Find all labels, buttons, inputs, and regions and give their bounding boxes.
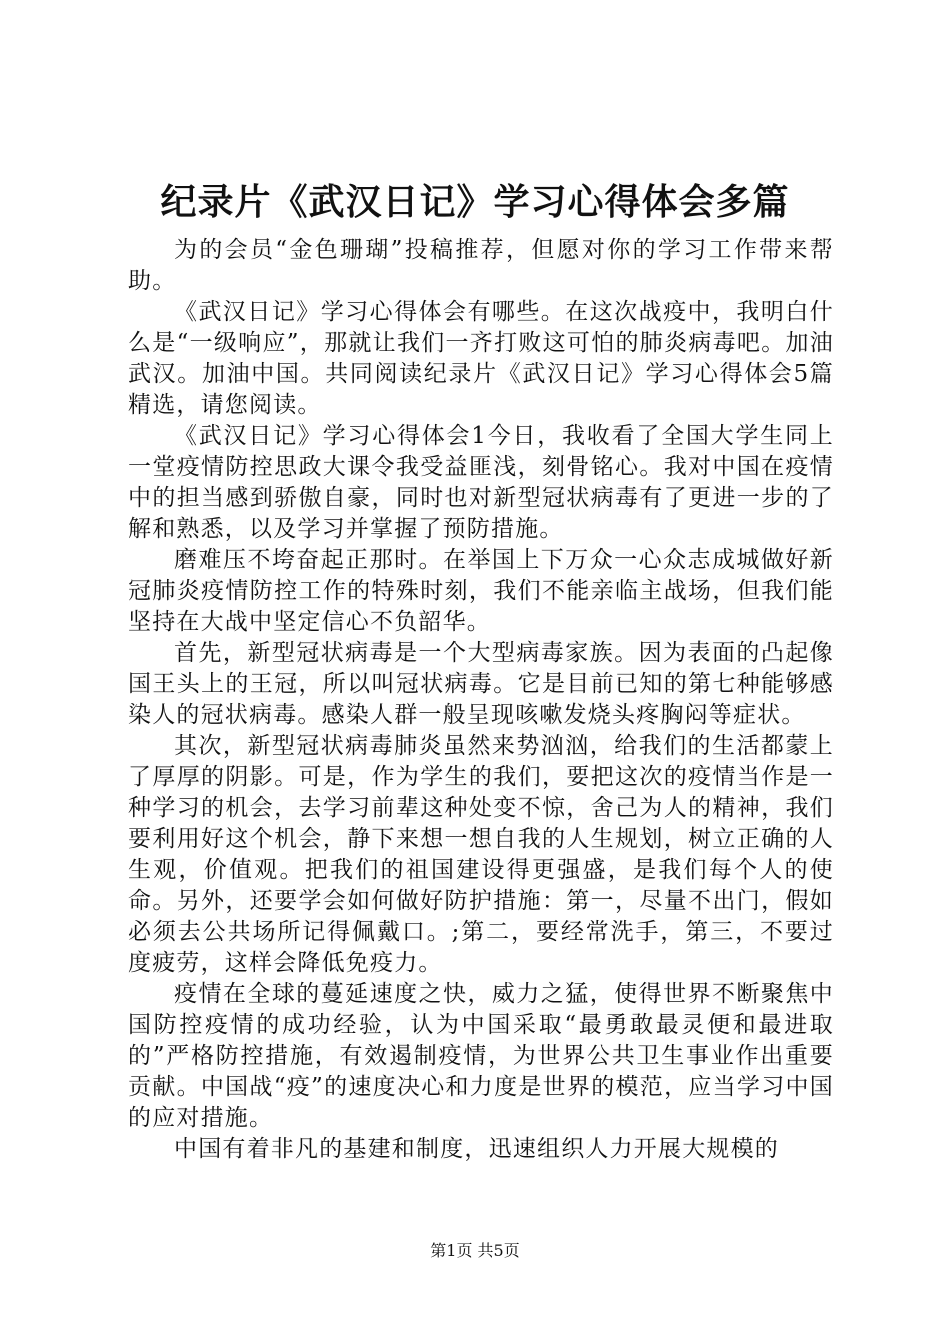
paragraph: 为的会员“金色珊瑚”投稿推荐，但愿对你的学习工作带来帮助。 [128,237,834,294]
paragraph: 磨难压不垮奋起正那时。在举国上下万众一心众志成城做好新冠肺炎疫情防控工作的特殊时刻，我们不能亲临主战场，但我们能坚持在大战中坚定信心不负韶华。 [128,547,834,635]
paragraph: 中国有着非凡的基建和制度，迅速组织人力开展大规模的 [174,1136,779,1162]
page-footer: 第1页 共5页 [430,1241,520,1260]
document-title: 纪录片《武汉日记》学习心得体会多篇 [160,181,790,223]
paragraph: 《武汉日记》学习心得体会有哪些。在这次战疫中，我明白什么是“一级响应”，那就让我们一齐打败这可怕的肺炎病毒吧。加油武汉。加油中国。共同阅读纪录片《武汉日记》学习心得体会5篇精选，请您阅读。 [128,299,834,418]
paragraph: 《武汉日记》学习心得体会1今日，我收看了全国大学生同上一堂疫情防控思政大课令我受益匪浅，刻骨铭心。我对中国在疫情中的担当感到骄傲自豪，同时也对新型冠状病毒有了更进一步的了解和熟悉，以及学习并掌握了预防措施。 [128,423,834,542]
document-body [128,235,834,1165]
paragraph: 其次，新型冠状病毒肺炎虽然来势汹汹，给我们的生活都蒙上了厚厚的阴影。可是，作为学生的我们，要把这次的疫情当作是一种学习的机会，去学习前辈这种处变不惊，舍己为人的精神，我们要利用好这个机会，静下来想一想自我的人生规划，树立正确的人生观，价值观。把我们的祖国建设得更强盛，是我们每个人的使命。另外，还要学会如何做好防护措施：第一，尽量不出门，假如必须去公共场所记得佩戴口。;第二，要经常洗手，第三，不要过度疲劳，这样会降低免疫力。 [128,733,834,976]
paragraph: 疫情在全球的蔓延速度之快，威力之猛，使得世界不断聚焦中国防控疫情的成功经验，认为中国采取“最勇敢最灵便和最进取的”严格防控措施，有效遏制疫情，为世界公共卫生事业作出重要贡献。中国战“疫”的速度决心和力度是世界的模范，应当学习中国的应对措施。 [128,981,834,1131]
paragraph: 首先，新型冠状病毒是一个大型病毒家族。因为表面的凸起像国王头上的王冠，所以叫冠状病毒。它是目前已知的第七种能够感染人的冠状病毒。感染人群一般呈现咳嗽发烧头疼胸闷等症状。 [128,640,834,728]
